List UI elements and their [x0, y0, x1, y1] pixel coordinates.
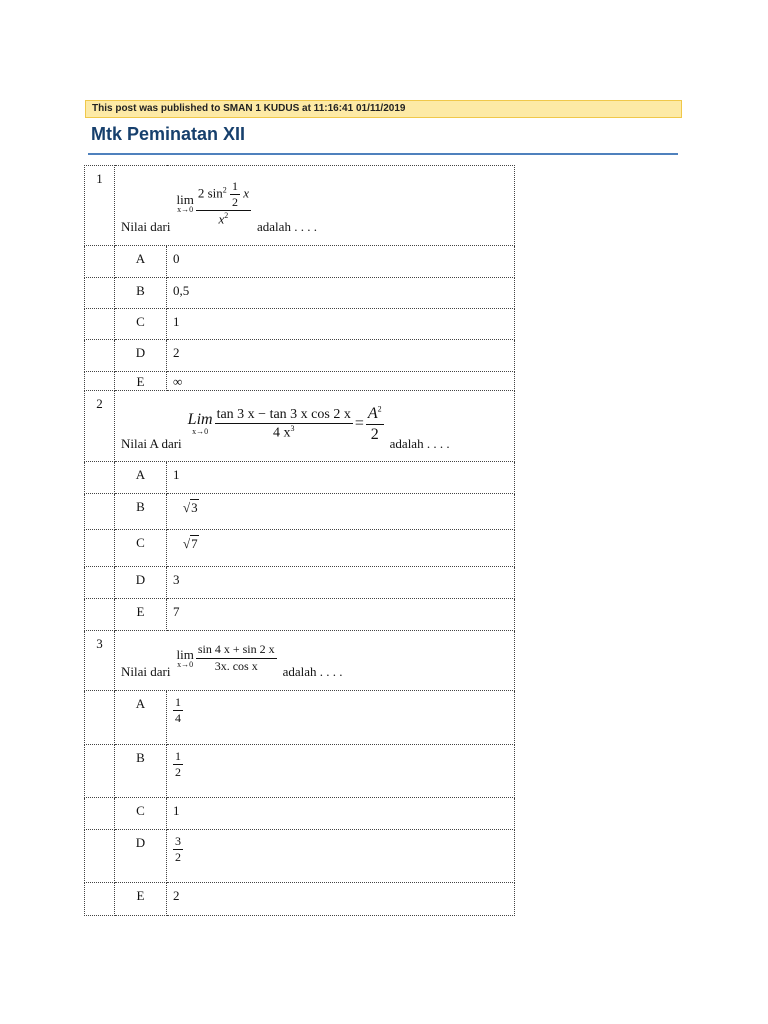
lim-label: lim — [176, 646, 194, 662]
option-row — [85, 246, 515, 278]
limit-expression — [176, 643, 276, 672]
question-row — [85, 631, 515, 691]
option-letter: C — [115, 798, 167, 830]
option-letter: C — [115, 530, 167, 567]
option-value: 1 — [167, 462, 515, 494]
radicand: 3 — [191, 500, 198, 515]
option-value: 2 — [167, 340, 515, 372]
fraction-numerator: 1 — [173, 750, 183, 765]
question-number: 2 — [85, 391, 115, 462]
option-value: 2 — [167, 883, 515, 916]
title-divider — [88, 153, 678, 155]
question-row — [85, 391, 515, 462]
option-row — [85, 798, 515, 830]
limit-expression — [188, 405, 384, 443]
numerator: tan 3 x − tan 3 x cos 2 x — [215, 407, 353, 424]
lim-sub: x→0 — [177, 659, 194, 669]
question-text — [115, 391, 515, 462]
option-letter: E — [115, 883, 167, 916]
option-row — [85, 567, 515, 599]
option-row — [85, 745, 515, 798]
denominator-exp: 3 — [290, 424, 295, 434]
option-letter: B — [115, 745, 167, 798]
numerator-exp: 2 — [222, 184, 227, 194]
question-suffix: adalah . . . . — [257, 219, 317, 234]
fraction-denominator: 2 — [175, 765, 181, 780]
lim-label: lim — [176, 191, 194, 207]
question-prefix: Nilai dari — [121, 219, 171, 234]
numerator: sin 4 x + sin 2 x — [196, 643, 277, 658]
limit-expression — [176, 180, 251, 227]
question-number: 1 — [85, 166, 115, 246]
quiz-table — [84, 165, 515, 916]
option-letter: E — [115, 599, 167, 631]
option-value: 0 — [167, 246, 515, 278]
question-number: 3 — [85, 631, 115, 691]
option-value: 0,5 — [167, 278, 515, 309]
option-value: 1 — [167, 798, 515, 830]
option-row — [85, 462, 515, 494]
denominator-exp: 2 — [224, 210, 229, 220]
fraction-numerator: 1 — [173, 696, 183, 711]
option-value: 3 — [167, 567, 515, 599]
option-letter: A — [115, 691, 167, 745]
half-den: 2 — [231, 194, 238, 209]
option-row — [85, 309, 515, 340]
rhs-exp: 2 — [377, 404, 382, 414]
radicand: 7 — [191, 536, 198, 551]
question-prefix: Nilai dari — [121, 664, 171, 679]
option-row — [85, 830, 515, 883]
option-letter: D — [115, 567, 167, 599]
rhs-numerator: A — [367, 404, 378, 422]
fraction-denominator: 4 — [175, 711, 181, 726]
equals-sign: = — [354, 415, 364, 432]
option-value — [167, 745, 515, 798]
half-num: 1 — [230, 180, 240, 195]
publish-banner: This post was published to SMAN 1 KUDUS at 11:16:41 01/11/2019 — [85, 100, 682, 118]
denominator: 4 x — [272, 425, 291, 441]
lim-sub: x→0 — [192, 427, 209, 436]
option-value: ∞ — [167, 372, 515, 391]
numerator-coef: 2 sin — [197, 185, 223, 201]
option-row — [85, 278, 515, 309]
option-row — [85, 494, 515, 530]
fraction-denominator: 2 — [175, 850, 181, 865]
option-row — [85, 599, 515, 631]
option-value: 1 — [167, 309, 515, 340]
option-letter: A — [115, 462, 167, 494]
question-text — [115, 631, 515, 691]
question-row — [85, 166, 515, 246]
option-value: 7 — [167, 599, 515, 631]
denominator: x — [218, 211, 225, 227]
option-letter: E — [115, 372, 167, 391]
question-suffix: adalah . . . . — [389, 436, 450, 451]
fraction-numerator: 3 — [173, 835, 183, 850]
option-value: √ 7 — [167, 530, 515, 567]
option-row — [85, 530, 515, 567]
option-letter: B — [115, 278, 167, 309]
question-prefix: Nilai A dari — [121, 436, 182, 451]
denominator: 3x. cos x — [214, 658, 258, 673]
option-row — [85, 691, 515, 745]
rhs-denominator: 2 — [370, 425, 379, 443]
option-letter: D — [115, 340, 167, 372]
option-value: √ 3 — [167, 494, 515, 530]
option-letter: C — [115, 309, 167, 340]
option-value — [167, 830, 515, 883]
question-suffix: adalah . . . . — [282, 664, 343, 679]
lim-sub: x→0 — [177, 204, 194, 214]
option-row — [85, 372, 515, 391]
page-title: Mtk Peminatan XII — [91, 124, 246, 144]
option-letter: A — [115, 246, 167, 278]
numerator-var: x — [243, 185, 250, 201]
option-row — [85, 340, 515, 372]
option-letter: D — [115, 830, 167, 883]
lim-label: Lim — [187, 411, 213, 428]
option-row — [85, 883, 515, 916]
option-value — [167, 691, 515, 745]
option-letter: B — [115, 494, 167, 530]
question-text — [115, 166, 515, 246]
